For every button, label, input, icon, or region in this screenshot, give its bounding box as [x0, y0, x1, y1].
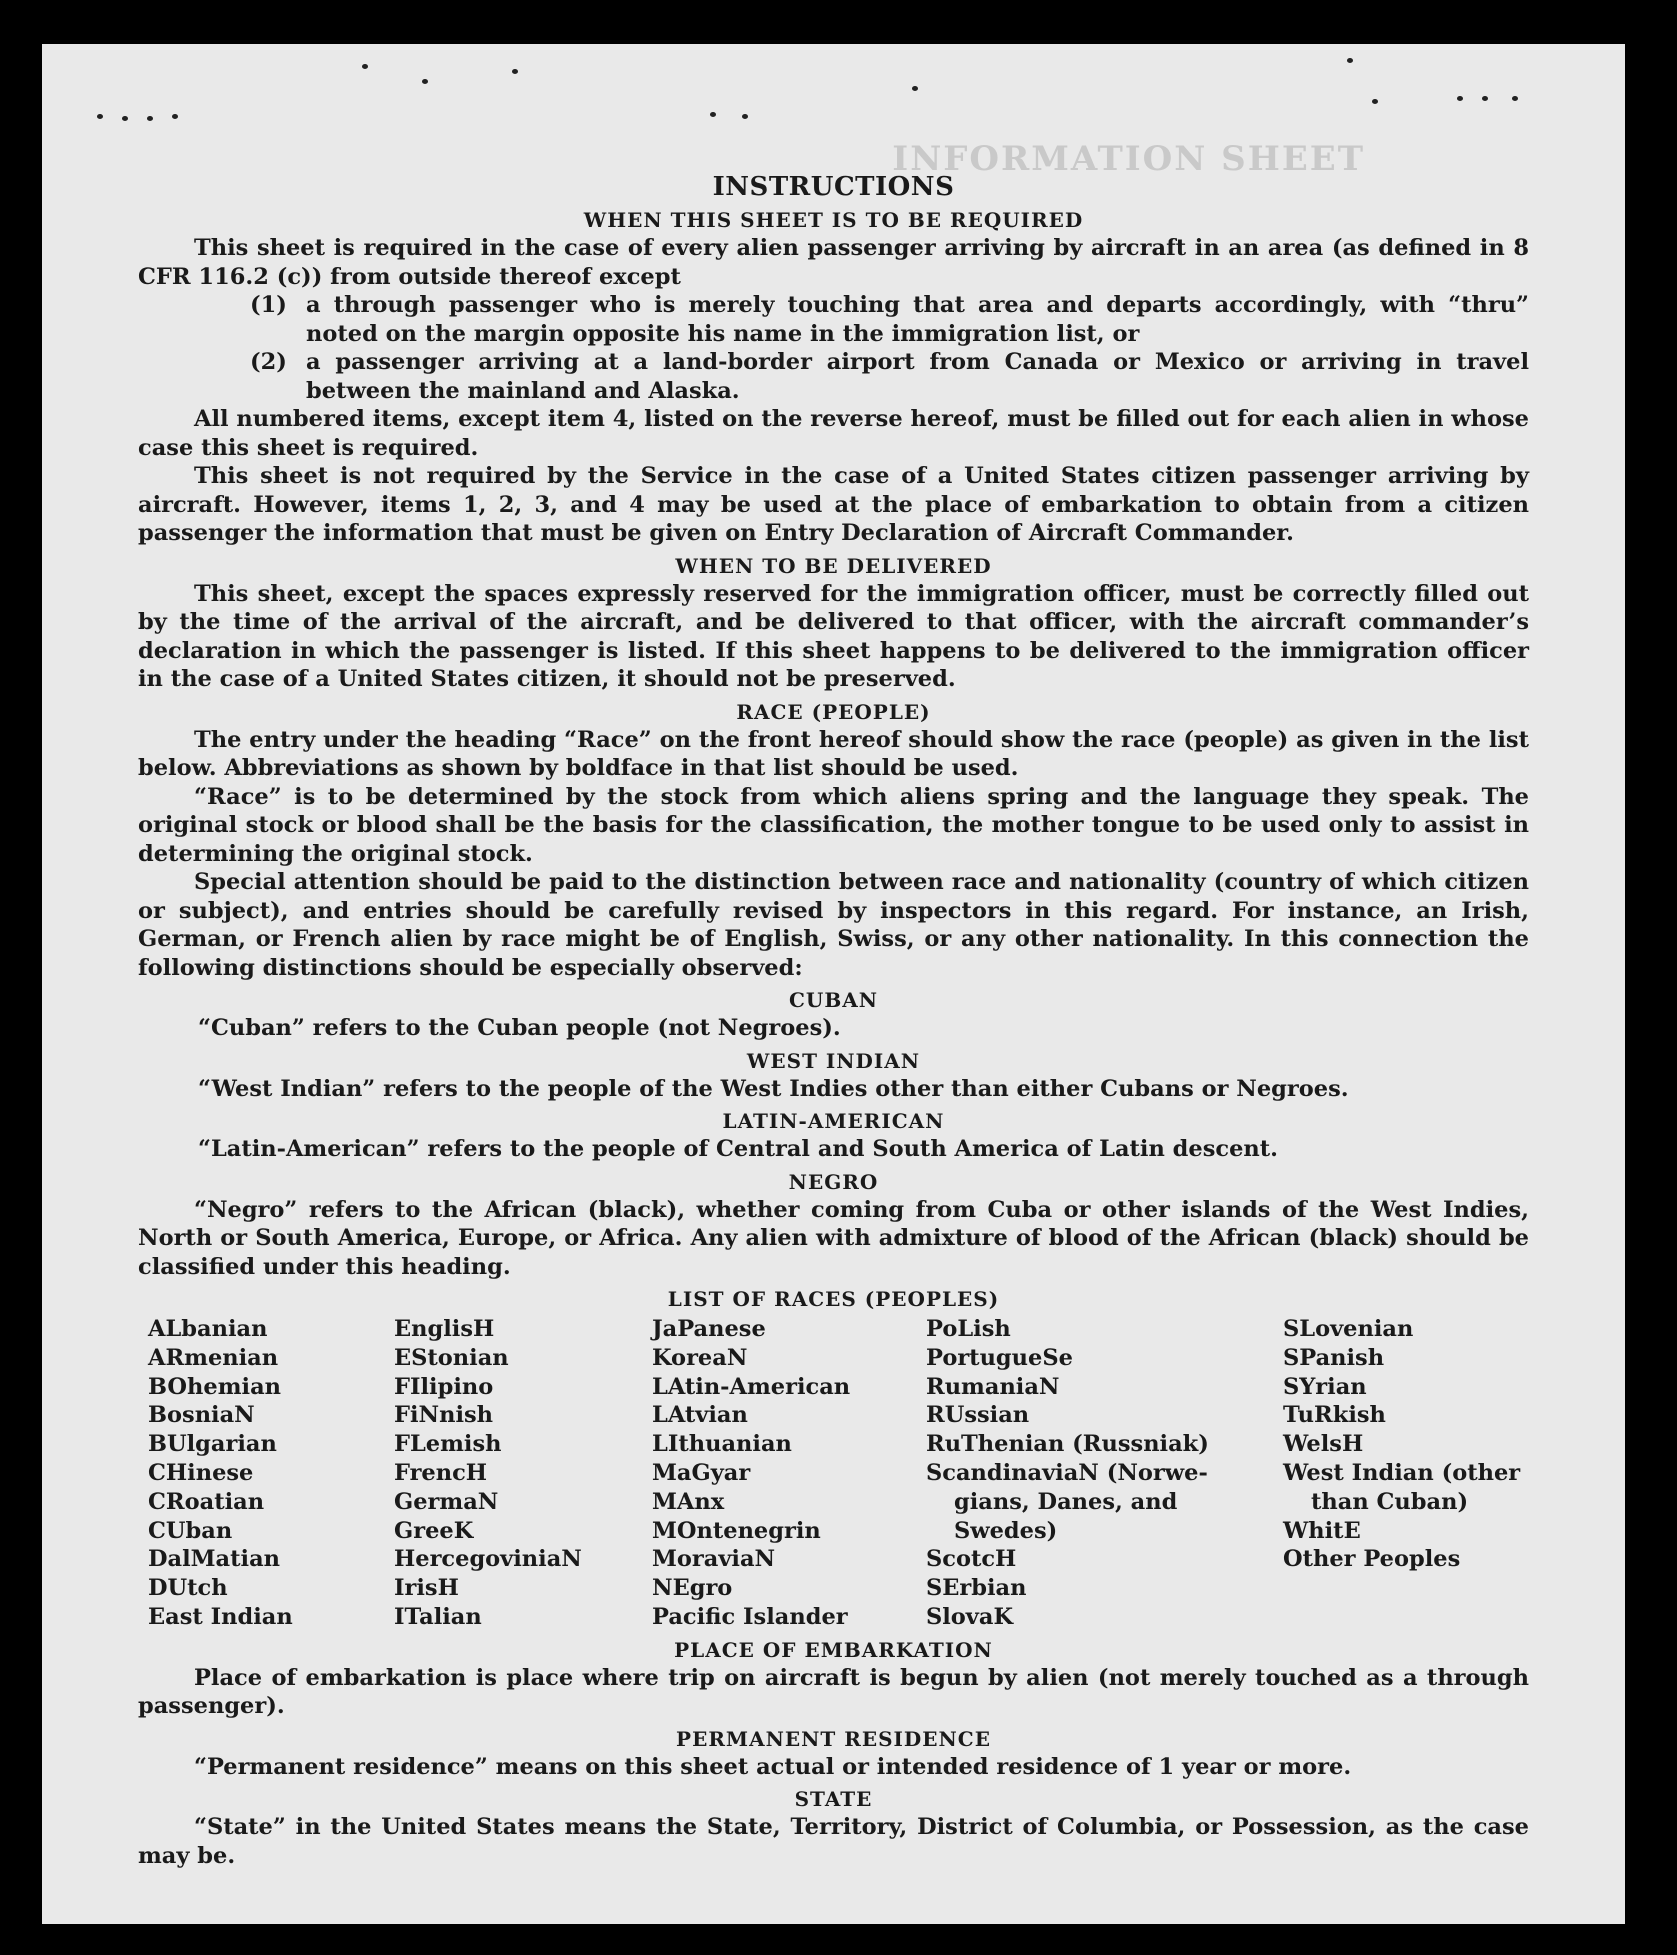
race-item: MaGyar: [652, 1459, 751, 1486]
section-paragraph: “Permanent residence” means on this sheet actual or intended residence of 1 year or more.: [194, 1753, 1352, 1780]
race-item: SLovenian: [1283, 1316, 1414, 1342]
race-item: RuThenian (Russniak): [926, 1431, 1209, 1458]
race-item: BosniaN: [148, 1402, 255, 1429]
race-item: WhitE: [1283, 1517, 1361, 1544]
section-paragraph: “Latin-American” refers to the people of Central and South America of Latin descent.: [198, 1136, 1278, 1162]
race-item: KoreaN: [652, 1344, 748, 1371]
race-item: MAnx: [652, 1488, 725, 1515]
races-column: [926, 1315, 1283, 1632]
race-item: LAtvian: [652, 1402, 748, 1429]
section-paragraph: This sheet, except the spaces expressly reserved for the immigration officer, must be correctly filled out by the time of the arrival of the aircraft, and be delivered to that officer, with the aircraft commander’s declaration in which the passenger is listed. If this sheet happens to be delivered to the immigration officer in the case of a United States citizen, it should not be preserved.: [138, 580, 1529, 692]
race-item: BUlgarian: [148, 1431, 277, 1458]
race-item: EnglisH: [394, 1316, 495, 1342]
race-item: EStonian: [394, 1344, 509, 1371]
races-column: [652, 1315, 926, 1632]
race-item: HercegoviniaN: [394, 1546, 582, 1573]
race-item: SErbian: [926, 1575, 1027, 1602]
section-heading: WHEN TO BE DELIVERED: [675, 553, 992, 578]
race-item: BOhemian: [148, 1373, 282, 1400]
page-title: INSTRUCTIONS: [712, 172, 955, 202]
race-item: FIlipino: [394, 1373, 494, 1400]
race-item: NEgro: [652, 1575, 733, 1602]
section-heading: PLACE OF EMBARKATION: [674, 1637, 993, 1662]
race-item: PoLish: [926, 1316, 1011, 1342]
race-item: CRoatian: [148, 1488, 265, 1515]
race-item: East Indian: [148, 1603, 293, 1630]
document-page: [42, 44, 1625, 1924]
race-item: ARmenian: [148, 1344, 279, 1371]
section-heading: RACE (PEOPLE): [736, 699, 931, 724]
races-column: [1283, 1315, 1543, 1632]
race-item: PortugueSe: [926, 1344, 1073, 1371]
race-item: SlovaK: [926, 1603, 1014, 1630]
section-paragraph: This sheet is not required by the Service in the case of a United States citizen passenger arriving by aircraft. However, items 1, 2, 3, and 4 may be used at the place of embarkation to obtain from a citizen passenger the information that must be given on Entry Declaration of Aircraft Commander.: [138, 463, 1529, 546]
race-item: Swedes): [954, 1517, 1058, 1544]
race-item: MoraviaN: [652, 1546, 776, 1573]
section-heading: WHEN THIS SHEET IS TO BE REQUIRED: [583, 208, 1084, 232]
section-paragraph: “Cuban” refers to the Cuban people (not Negroes).: [198, 1015, 841, 1041]
section-heading: NEGRO: [788, 1169, 879, 1194]
race-item: West Indian (other: [1283, 1459, 1521, 1486]
section-paragraph: This sheet is required in the case of every alien passenger arriving by aircraft in an area (as defined in 8 CFR 116.2 (c)) from outside thereof except: [138, 235, 1529, 290]
race-item: CUban: [148, 1517, 233, 1544]
race-item: DalMatian: [148, 1546, 281, 1573]
race-item: ScandinaviaN (Norwe-: [926, 1459, 1208, 1486]
race-item: JaPanese: [652, 1316, 766, 1342]
section-heading: CUBAN: [788, 988, 879, 1012]
race-item: TuRkish: [1283, 1402, 1386, 1429]
section-heading: WEST INDIAN: [746, 1048, 921, 1073]
race-item: ScotcH: [926, 1546, 1017, 1573]
race-item: FiNnish: [394, 1402, 494, 1429]
race-item: GermaN: [394, 1488, 499, 1515]
exception-item: (1) a through passenger who is merely touching that area and departs accordingly, with “thru” noted on the margin opposite his name in the immigration list, or: [250, 292, 1529, 347]
section-paragraph: “Negro” refers to the African (black), whether coming from Cuba or other islands of the West Indies, North or South America, Europe, or Africa. Any alien with admixture of blood of the African (black) should be classified under this heading.: [138, 1196, 1529, 1280]
race-item: WelsH: [1283, 1431, 1364, 1458]
race-item: Other Peoples: [1283, 1546, 1461, 1573]
section-paragraph: Special attention should be paid to the distinction between race and nationality (country of which citizen or subject), and entries should be carefully revised by inspectors in this regard. For instance, an Irish, German, or French alien by race might be of English, Swiss, or any other nationality. In this connection the following distinctions should be especially observed:: [138, 869, 1529, 981]
bleed-through-title: INFORMATION SHEET: [892, 139, 1365, 179]
race-item: than Cuban): [1311, 1488, 1469, 1515]
race-item: SPanish: [1283, 1344, 1385, 1371]
section-paragraph: “State” in the United States means the State, Territory, District of Columbia, or Possession, as the case may be.: [138, 1814, 1529, 1869]
race-item: DUtch: [148, 1575, 228, 1602]
race-item: ALbanian: [148, 1316, 268, 1342]
race-item: LIthuanian: [652, 1431, 792, 1458]
section-heading: LATIN-AMERICAN: [722, 1109, 945, 1133]
race-item: CHinese: [148, 1459, 254, 1486]
races-heading: LIST OF RACES (PEOPLES): [667, 1287, 1000, 1311]
race-item: GreeK: [394, 1517, 474, 1544]
race-item: ITalian: [394, 1603, 482, 1630]
race-item: Pacific Islander: [652, 1603, 848, 1630]
section-heading: PERMANENT RESIDENCE: [676, 1726, 991, 1751]
race-item: LAtin-American: [652, 1373, 851, 1400]
races-column: [394, 1315, 652, 1632]
races-list: [148, 1315, 1529, 1632]
race-item: FrencH: [394, 1459, 488, 1486]
race-item: gians, Danes, and: [954, 1488, 1178, 1515]
race-item: FLemish: [394, 1431, 502, 1458]
instructions-document: [138, 172, 1529, 1870]
section-paragraph: The entry under the heading “Race” on the front hereof should show the race (people) as given in the list below. Abbreviations as shown by boldface in that list should be used.: [138, 726, 1529, 781]
race-item: RumaniaN: [926, 1373, 1060, 1400]
races-column: [148, 1315, 394, 1632]
race-item: SYrian: [1283, 1373, 1367, 1400]
section-paragraph: “West Indian” refers to the people of the West Indies other than either Cubans or Negroes.: [198, 1075, 1349, 1102]
section-heading: STATE: [794, 1787, 873, 1812]
race-item: IrisH: [394, 1575, 459, 1602]
exception-item: (2) a passenger arriving at a land-border airport from Canada or Mexico or arriving in travel between the mainland and Alaska.: [250, 349, 1529, 404]
section-paragraph: All numbered items, except item 4, listed on the reverse hereof, must be filled out for each alien in whose case this sheet is required.: [138, 406, 1529, 461]
race-item: RUssian: [926, 1402, 1030, 1429]
section-paragraph: “Race” is to be determined by the stock from which aliens spring and the language they speak. The original stock or blood shall be the basis for the classification, the mother tongue to be used only to assist in determining the original stock.: [138, 783, 1529, 867]
race-item: MOntenegrin: [652, 1517, 821, 1544]
section-paragraph: Place of embarkation is place where trip on aircraft is begun by alien (not merely touched as a through passenger).: [138, 1664, 1529, 1720]
